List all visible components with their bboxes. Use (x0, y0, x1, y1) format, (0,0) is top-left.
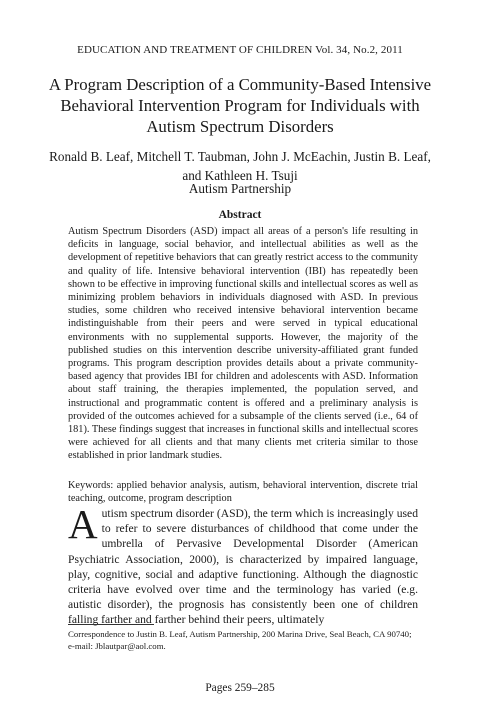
abstract-heading: Abstract (218, 209, 262, 221)
abstract-text: Autism Spectrum Disorders (ASD) impact all areas of a person's life resulting in deficits in language, social behavior, and intellectual abilities as well as the development of repetitive behaviors that can greatly restrict access to the community and quality of life. Intensive behavioral intervention (IBI) has repeatedly been shown to be effective in improving functional skills and intellectual scores as well as minimizing problem behaviors in individuals diagnosed with ASD. In previous studies, some children who received intensive behavioral intervention became indistinguishable from their peers and were served in typical educational environments with no supplemental supports. However, the majority of the published studies on this intervention describe university-affiliated grant funded programs. This program description provides details about a private community-based agency that provides IBI for children and adolescents with ASD. Information about staff training, the therapies implemented, the population served, and instructional and programmatic content is offered and a preliminary analysis is provided of the outcomes achieved for a subsample of the clients served (i.e., 64 of 181). These findings suggest that increases in functional skills and intellectual scores were achieved for all clients and that many clients met criteria similar to those established in prior landmark studies. (68, 226, 418, 462)
footnote-rule (68, 624, 154, 625)
drop-cap: A (68, 501, 98, 547)
article-title: A Program Description of a Community-Based Intensive Behavioral Intervention Program for Individuals with Autism Spectrum Disorders (48, 75, 432, 136)
author-list: Ronald B. Leaf, Mitchell T. Taubman, John J. McEachin, Justin B. Leaf, and Kathleen H. Tsuji (49, 149, 431, 183)
affiliation: Autism Partnership (188, 181, 292, 196)
page-range: Pages 259–285 (205, 682, 275, 694)
running-head: EDUCATION AND TREATMENT OF CHILDREN Vol. 34, No.2, 2011 (77, 44, 403, 56)
footnote: Correspondence to Justin B. Leaf, Autism Partnership, 200 Marina Drive, Seal Beach, CA 90740; e-mail: Jblautpar@aol.com. (68, 629, 412, 651)
keywords: Keywords: applied behavior analysis, autism, behavioral intervention, discrete trial teaching, outcome, program description (68, 480, 418, 505)
body-text: utism spectrum disorder (ASD), the term which is increasingly used to refer to severe disturbances of childhood that come under the umbrella of Pervasive Developmental Disorder (American Psychiatric Association, 2000), is characterized by impaired language, play, cognitive, social and adaptive functioning. Although the diagnostic criteria have evolved over time and the terminology has varied (e.g. autistic disorder), the prognosis has consistently been one of children falling farther and farther behind their peers, ultimately (68, 507, 418, 627)
body-paragraph (68, 501, 418, 628)
